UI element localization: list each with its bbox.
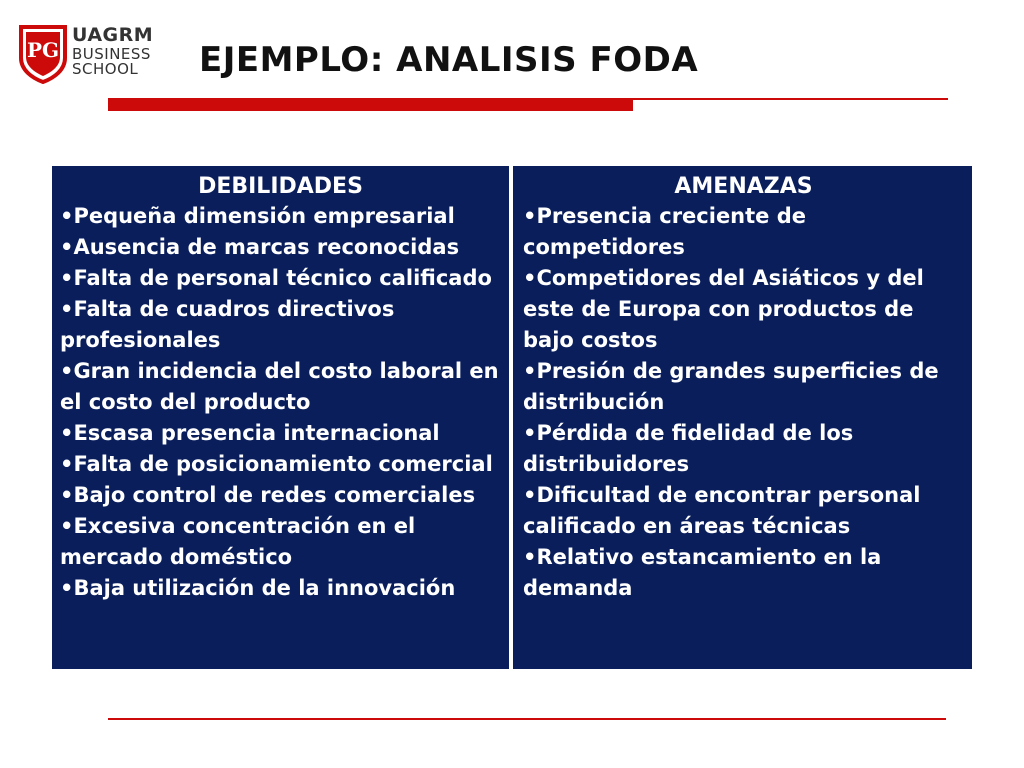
list-item: • Falta de personal técnico calificado — [60, 263, 501, 294]
list-item: • Bajo control de redes comerciales — [60, 480, 501, 511]
list-item: • Dificultad de encontrar personal calificado en áreas técnicas — [523, 480, 964, 542]
footer-rule — [108, 718, 946, 720]
debilidades-list — [60, 201, 501, 604]
slide-title: EJEMPLO: ANALISIS FODA — [199, 40, 699, 80]
column-divider — [509, 166, 511, 669]
title-underline-thin — [633, 98, 948, 100]
logo — [18, 24, 168, 88]
list-item: • Ausencia de marcas reconocidas — [60, 232, 501, 263]
pg-shield-icon — [18, 24, 68, 84]
list-item: • Escasa presencia internacional — [60, 418, 501, 449]
list-item: • Pérdida de fidelidad de los distribuidores — [523, 418, 964, 480]
logo-mark-text: PG — [26, 38, 60, 62]
logo-wordmark — [72, 26, 153, 77]
title-underline-bar — [108, 98, 633, 111]
list-item: • Presencia creciente de competidores — [523, 201, 964, 263]
list-item: • Competidores del Asiáticos y del este de Europa con productos de bajo costos — [523, 263, 964, 356]
list-item: • Falta de cuadros directivos profesionales — [60, 294, 501, 356]
list-item: • Excesiva concentración en el mercado doméstico — [60, 511, 501, 573]
list-item: • Pequeña dimensión empresarial — [60, 201, 501, 232]
list-item: • Baja utilización de la innovación — [60, 573, 501, 604]
amenazas-list — [523, 201, 964, 604]
debilidades-column — [52, 166, 509, 669]
list-item: • Presión de grandes superficies de distribución — [523, 356, 964, 418]
foda-table — [52, 166, 972, 669]
amenazas-heading: AMENAZAS — [674, 174, 813, 199]
logo-line-uagrm: UAGRM — [72, 24, 154, 46]
list-item: • Gran incidencia del costo laboral en el costo del producto — [60, 356, 501, 418]
logo-line-school: SCHOOL — [72, 60, 139, 78]
debilidades-heading: DEBILIDADES — [198, 174, 363, 199]
logo-line-business: BUSINESS — [72, 45, 151, 63]
amenazas-column — [513, 166, 972, 669]
list-item: • Falta de posicionamiento comercial — [60, 449, 501, 480]
list-item: • Relativo estancamiento en la demanda — [523, 542, 964, 604]
